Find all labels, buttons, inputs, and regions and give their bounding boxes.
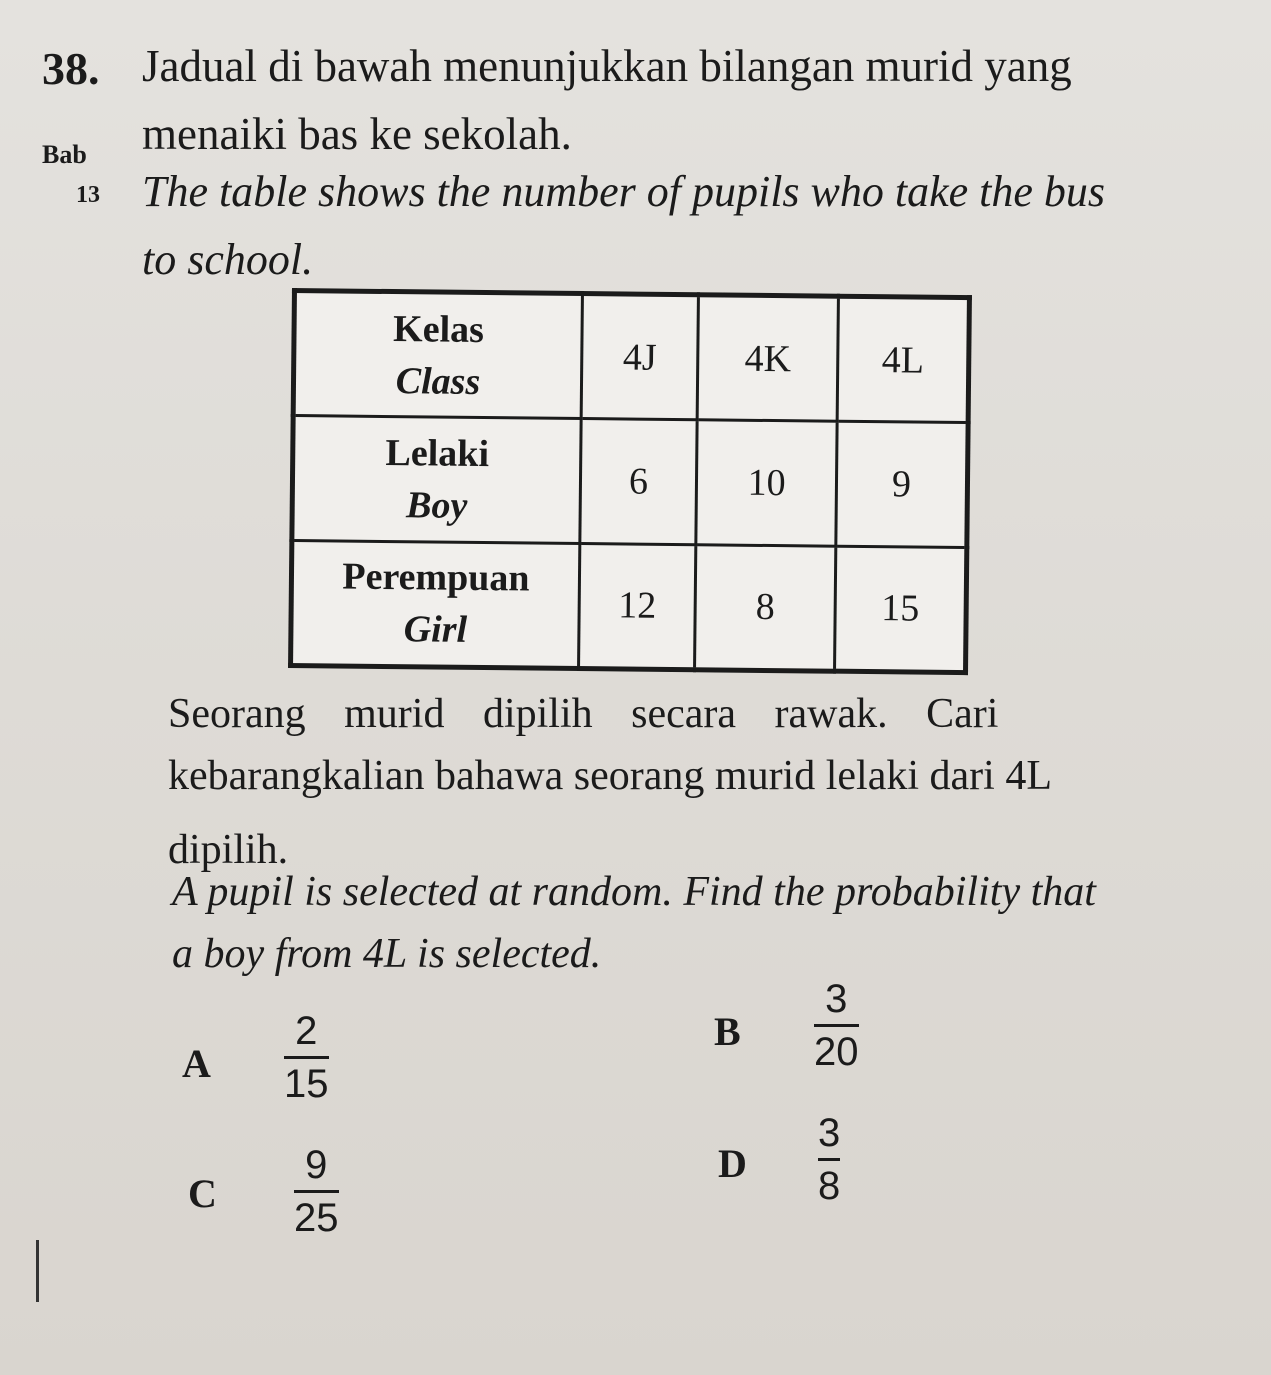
question-number: 38. bbox=[42, 43, 100, 94]
row-label-boy-ms: Lelaki bbox=[385, 431, 490, 476]
table-row-girl bbox=[291, 540, 967, 672]
option-b-numerator: 3 bbox=[825, 977, 848, 1021]
option-d-denominator: 8 bbox=[818, 1164, 841, 1208]
margin-mark bbox=[36, 1240, 39, 1302]
option-c-numerator: 9 bbox=[305, 1143, 328, 1187]
option-b-fraction[interactable] bbox=[814, 976, 859, 1075]
option-a-denominator: 15 bbox=[284, 1062, 329, 1106]
prompt-en-line1: A pupil is selected at random. Find the probability that bbox=[172, 869, 1096, 915]
cell-boy-4l: 9 bbox=[836, 422, 968, 548]
option-b-denominator: 20 bbox=[814, 1030, 859, 1074]
question-text-en-line2: to school. bbox=[142, 235, 314, 284]
header-class-en: Class bbox=[395, 359, 481, 403]
cell-girl-4j: 12 bbox=[579, 543, 696, 670]
pupil-count-table bbox=[288, 288, 972, 675]
fraction-bar bbox=[294, 1190, 339, 1193]
chapter-number: 13 bbox=[76, 182, 100, 208]
cell-boy-4k: 10 bbox=[696, 420, 837, 546]
header-class-ms: Kelas bbox=[392, 307, 485, 351]
fraction-bar bbox=[284, 1056, 329, 1059]
option-c-denominator: 25 bbox=[294, 1196, 339, 1240]
row-label-girl-en: Girl bbox=[403, 608, 468, 652]
row-label-girl bbox=[291, 540, 580, 668]
column-header-4k: 4K bbox=[697, 295, 838, 422]
question-text-ms-line1: Jadual di bawah menunjukkan bilangan murid yang bbox=[142, 41, 1072, 91]
prompt-ms-line3: dipilih. bbox=[168, 827, 289, 873]
option-c-letter[interactable]: C bbox=[188, 1171, 217, 1216]
prompt-en-line2: a boy from 4L is selected. bbox=[172, 931, 602, 977]
option-a-numerator: 2 bbox=[295, 1009, 318, 1053]
table-header-row bbox=[293, 291, 969, 423]
column-header-4j: 4J bbox=[581, 294, 698, 421]
fraction-bar bbox=[818, 1158, 840, 1161]
cell-girl-4k: 8 bbox=[695, 544, 836, 671]
cell-girl-4l: 15 bbox=[835, 546, 967, 673]
row-label-girl-ms: Perempuan bbox=[342, 555, 530, 600]
option-a-letter[interactable]: A bbox=[182, 1041, 211, 1086]
header-cell-class bbox=[293, 291, 582, 419]
cell-boy-4j: 6 bbox=[580, 419, 697, 544]
option-d-letter[interactable]: D bbox=[718, 1141, 747, 1186]
option-d-fraction[interactable] bbox=[818, 1110, 840, 1209]
chapter-label: Bab bbox=[42, 140, 87, 169]
question-text-en-line1: The table shows the number of pupils who take the bus bbox=[142, 167, 1106, 216]
prompt-ms-line1: Seorang murid dipilih secara rawak. Cari bbox=[168, 691, 999, 737]
column-header-4l: 4L bbox=[837, 296, 969, 423]
row-label-boy-en: Boy bbox=[405, 484, 468, 527]
fraction-bar bbox=[814, 1024, 859, 1027]
option-a-fraction[interactable] bbox=[284, 1008, 329, 1107]
option-b-letter[interactable]: B bbox=[714, 1009, 741, 1054]
row-label-boy bbox=[292, 416, 581, 543]
table-row-boy bbox=[292, 416, 968, 547]
option-c-fraction[interactable] bbox=[294, 1142, 339, 1241]
prompt-ms-line2: kebarangkalian bahawa seorang murid lelaki dari 4L bbox=[168, 753, 1052, 799]
question-text-ms-line2: menaiki bas ke sekolah. bbox=[142, 109, 572, 159]
option-d-numerator: 3 bbox=[818, 1111, 841, 1155]
